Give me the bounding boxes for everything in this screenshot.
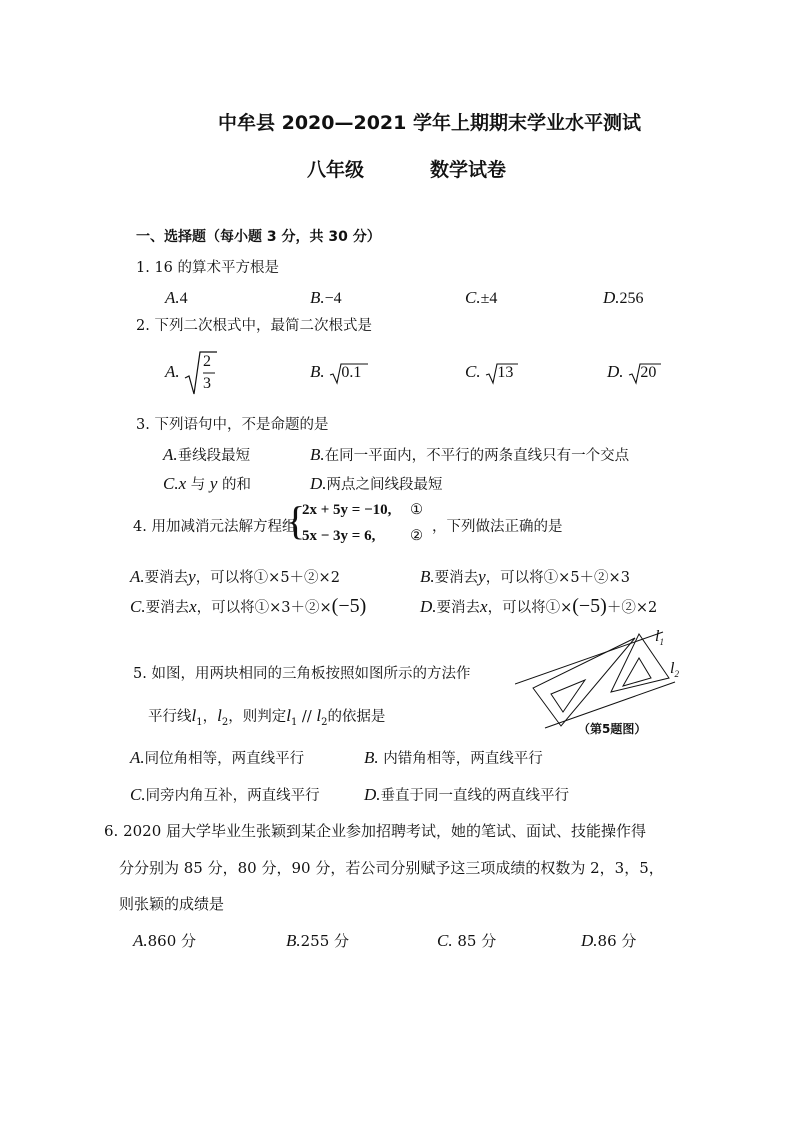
q5-option-d: D.垂直于同一直线的两直线平行 [364, 785, 570, 804]
q4-option-a: A.要消去y，可以将①×5＋②×2 [130, 567, 340, 586]
equation-brace: { [286, 498, 306, 543]
q4-stem-suffix: ，下列做法正确的是 [432, 519, 563, 535]
q2-stem: 2. 下列二次根式中，最简二次根式是 [136, 318, 372, 334]
set-square-2-inner [623, 658, 651, 686]
q2-option-c: C. 13 [465, 362, 513, 382]
q6-option-c: C. 85 分 [437, 931, 497, 950]
q3-option-a: A.垂线段最短 [163, 445, 251, 464]
equation-2-mark: ② [410, 528, 423, 544]
q6-line1: 6. 2020 届大学毕业生张颖到某企业参加招聘考试，她的笔试、面试、技能操作得 [104, 822, 647, 840]
grade-label: 八年级 [307, 159, 365, 181]
q3-option-d: D.两点之间线段最短 [310, 474, 443, 493]
q6-option-d: D.86 分 [581, 931, 637, 950]
sqrt-fraction-symbol [184, 350, 218, 398]
q4-option-d: D.要消去x，可以将①×(−5)＋②×2 [420, 595, 658, 617]
q5-stem-line2: 平行线$l_1$，$l_2$，则判定$l_1 // l_2$的依据是 [148, 706, 386, 728]
q1-option-b: B.−4 [310, 288, 342, 307]
figure-label-l2: $l_2$ [670, 660, 679, 680]
set-square-1-inner [551, 680, 585, 712]
q6-option-b: B.255 分 [286, 931, 350, 950]
q6-line2: 分分别为 85 分，80 分，90 分，若公司分别赋予这三项成绩的权数为 2，3，5， [119, 859, 664, 877]
q4-option-b: B.要消去y，可以将①×5＋②×3 [420, 567, 630, 586]
q4-option-c: C.要消去x，可以将①×3＋②×(−5) [130, 595, 367, 617]
q1-option-c: C.±4 [465, 288, 498, 307]
q5-option-c: C.同旁内角互补，两直线平行 [130, 785, 320, 804]
q3-option-c: C.x 与 y 的和 [163, 474, 252, 493]
q1-option-a: A.4 [165, 288, 188, 307]
sqrt-symbol [329, 362, 369, 386]
section-heading: 一、选择题（每小题 3 分，共 30 分） [136, 229, 381, 245]
figure-caption: （第5题图） [578, 722, 647, 736]
line-l1 [515, 632, 663, 684]
sqrt-symbol [628, 362, 662, 386]
exam-title: 中牟县 2020—2021 学年上期期末学业水平测试 [218, 112, 641, 134]
q5-stem-line1: 5. 如图，用两块相同的三角板按照如图所示的方法作 [133, 666, 471, 682]
q1-option-d: D.256 [603, 288, 644, 307]
q2-option-d: D. 20 [607, 362, 656, 382]
q5-option-b: B. 内错角相等，两直线平行 [364, 748, 543, 767]
sqrt-symbol [485, 362, 519, 386]
figure-label-l1: $l_1$ [655, 628, 664, 648]
q6-line3: 则张颖的成绩是 [119, 895, 225, 913]
equation-2: 5x − 3y = 6, [302, 528, 376, 544]
q1-stem: 1. 16 的算术平方根是 [136, 260, 280, 276]
equation-1: 2x + 5y = −10, [302, 502, 392, 518]
q3-stem: 3. 下列语句中，不是命题的是 [136, 417, 329, 433]
q5-option-a: A.同位角相等，两直线平行 [130, 748, 305, 767]
subject-label: 数学试卷 [430, 159, 507, 181]
equation-1-mark: ① [410, 502, 423, 518]
q6-option-a: A.860 分 [133, 931, 197, 950]
q2-option-b: B. 0.1 [310, 362, 361, 382]
q3-option-b: B.在同一平面内，不平行的两条直线只有一个交点 [310, 445, 630, 464]
q4-stem-prefix: 4. 用加减消元法解方程组 [133, 519, 297, 535]
